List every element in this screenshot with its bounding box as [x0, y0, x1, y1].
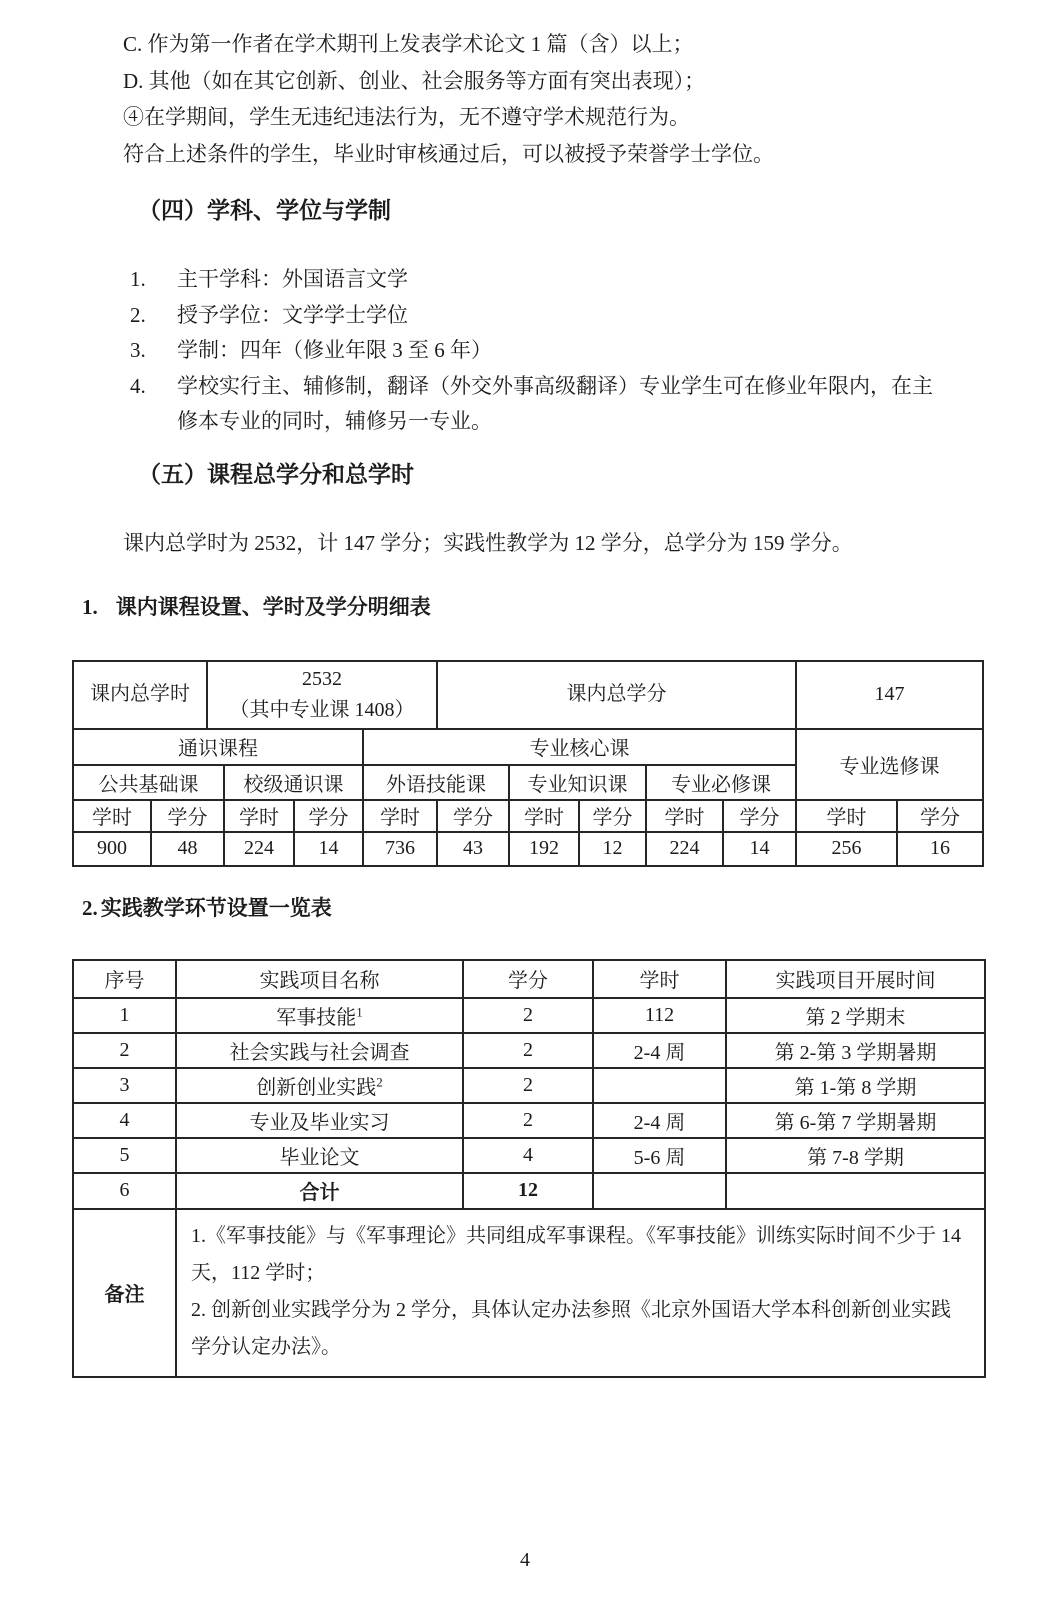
row-time: 第 6-第 7 学期暑期: [726, 1103, 985, 1138]
col-header-hours: 学时: [593, 960, 726, 998]
credits-header: 学分: [579, 800, 646, 832]
list-item-text: 主干学科：外国语言文学: [177, 267, 408, 291]
row-hours: [593, 1068, 726, 1103]
project-name-text: 社会实践与社会调查: [229, 1041, 410, 1064]
hours-header: 学时: [73, 800, 151, 832]
total-credits: 12: [463, 1173, 593, 1209]
list-item-text: 授予学位：文学学士学位: [177, 302, 408, 327]
project-name-text: 专业及毕业实习: [249, 1111, 390, 1134]
list-item-number: 1.: [130, 267, 146, 291]
table2-title-number: 2.: [82, 895, 98, 920]
col-header-project: 实践项目名称: [176, 960, 463, 998]
row-no: 2: [73, 1033, 176, 1068]
total-hours-note: （其中专业课 1408）: [229, 698, 415, 721]
col-header-time: 实践项目开展时间: [726, 960, 985, 998]
table2-title: [82, 893, 984, 923]
value-cell: 14: [294, 832, 363, 866]
total-label: 合计: [176, 1173, 463, 1209]
total-hours-empty: [593, 1173, 726, 1209]
remark-item-1: 1.《军事技能》与《军事理论》共同组成军事课程。《军事技能》训练实际时间不少于 14 天，112 学时；: [191, 1224, 961, 1284]
footnote-marker: 1: [356, 1003, 363, 1019]
row-time: 第 1-第 8 学期: [726, 1068, 985, 1103]
category-major-knowledge: 专业知识课: [509, 765, 646, 800]
total-hours-label: 课内总学时: [73, 661, 207, 729]
credits-header: 学分: [294, 800, 363, 832]
list-item: [130, 369, 984, 440]
hours-header: 学时: [646, 800, 723, 832]
project-name: [176, 1103, 463, 1138]
row-credits: 2: [463, 1033, 593, 1068]
intro-line-4: ④在学期间，学生无违纪违法行为，无不遵守学术规范行为。: [123, 105, 690, 129]
course-hours-credits-table: [72, 660, 984, 867]
hours-header: 学时: [224, 800, 294, 832]
row-credits: 2: [463, 1103, 593, 1138]
group-major-elective: 专业选修课: [796, 729, 983, 800]
total-hours-value: 2532: [302, 667, 342, 690]
section5-paragraph: 课内总学时为 2532，计 147 学分；实践性教学为 12 学分，总学分为 159 学分。: [123, 530, 853, 555]
row-time: 第 7-8 学期: [726, 1138, 985, 1173]
group-major-core: 专业核心课: [363, 729, 796, 765]
list-item-number: 2.: [130, 302, 146, 327]
intro-block: [123, 26, 984, 172]
remark-row: [73, 1209, 985, 1377]
footnote-marker: 2: [376, 1073, 383, 1089]
value-cell: 224: [224, 832, 294, 866]
intro-line-c: C. 作为第一作者在学术期刊上发表学术论文 1 篇（含）以上；: [123, 32, 694, 56]
list-item: [130, 262, 984, 298]
value-cell: 192: [509, 832, 579, 866]
credits-header: 学分: [897, 800, 983, 832]
value-cell: 900: [73, 832, 151, 866]
row-hours: 5-6 周: [593, 1138, 726, 1173]
table-row: [73, 998, 985, 1033]
category-major-required: 专业必修课: [646, 765, 796, 800]
remark-item-2: 2. 创新创业实践学分为 2 学分，具体认定办法参照《北京外国语大学本科创新创业实践学分认定办法》。: [191, 1298, 951, 1358]
total-credits-value: 147: [796, 661, 983, 729]
group-general-education: 通识课程: [73, 729, 363, 765]
row-hours: 2-4 周: [593, 1103, 726, 1138]
table-row: [73, 1033, 985, 1068]
page-number: 4: [520, 1549, 530, 1571]
project-name-text: 毕业论文: [279, 1146, 360, 1169]
value-cell: 736: [363, 832, 437, 866]
table-row: [73, 1138, 985, 1173]
value-cell: 43: [437, 832, 509, 866]
remark-label: 备注: [73, 1209, 176, 1377]
value-cell: 16: [897, 832, 983, 866]
project-name-text: 创新创业实践: [256, 1076, 377, 1099]
section4-heading: （四）学科、学位与学制: [138, 198, 391, 223]
list-item-text: 学制：四年（修业年限 3 至 6 年）: [177, 338, 492, 362]
practice-teaching-table: [72, 959, 986, 1378]
section5-heading: （五）课程总学分和总学时: [138, 461, 414, 487]
row-no: 6: [73, 1173, 176, 1209]
hours-header: 学时: [509, 800, 579, 832]
value-cell: 14: [723, 832, 796, 866]
project-name-text: 军事技能: [276, 1006, 357, 1029]
category-university-general: 校级通识课: [224, 765, 363, 800]
table-row: [73, 1103, 985, 1138]
total-time-empty: [726, 1173, 985, 1209]
value-cell: 48: [151, 832, 224, 866]
value-cell: 256: [796, 832, 897, 866]
total-hours-value-cell: [207, 661, 437, 729]
value-cell: 224: [646, 832, 723, 866]
row-no: 3: [73, 1068, 176, 1103]
list-item-number: 4.: [130, 373, 146, 398]
project-name: [176, 1138, 463, 1173]
list-item-number: 3.: [130, 338, 146, 362]
list-item: [130, 333, 984, 369]
row-no: 5: [73, 1138, 176, 1173]
hours-header: 学时: [796, 800, 897, 832]
row-hours: 2-4 周: [593, 1033, 726, 1068]
credits-header: 学分: [723, 800, 796, 832]
list-item: [130, 298, 984, 334]
project-name: [176, 1068, 463, 1103]
row-no: 1: [73, 998, 176, 1033]
row-no: 4: [73, 1103, 176, 1138]
remark-text-cell: [176, 1209, 985, 1377]
row-time: 第 2 学期末: [726, 998, 985, 1033]
project-name: [176, 998, 463, 1033]
category-language-skill: 外语技能课: [363, 765, 509, 800]
hours-header: 学时: [363, 800, 437, 832]
row-credits: 2: [463, 998, 593, 1033]
intro-line-d: D. 其他（如在其它创新、创业、社会服务等方面有突出表现）；: [123, 68, 706, 93]
table1-title: [82, 592, 984, 622]
project-name: [176, 1033, 463, 1068]
intro-line-conclusion: 符合上述条件的学生，毕业时审核通过后，可以被授予荣誉学士学位。: [123, 141, 774, 166]
col-header-credits: 学分: [463, 960, 593, 998]
credits-header: 学分: [437, 800, 509, 832]
section4-list: [130, 262, 984, 440]
table-row: [73, 1068, 985, 1103]
row-hours: 112: [593, 998, 726, 1033]
table2-title-text: 实践教学环节设置一览表: [100, 895, 332, 920]
document-content: [72, 0, 984, 1378]
row-time: 第 2-第 3 学期暑期: [726, 1033, 985, 1068]
row-credits: 4: [463, 1138, 593, 1173]
total-credits-label: 课内总学分: [437, 661, 796, 729]
row-credits: 2: [463, 1068, 593, 1103]
credits-header: 学分: [151, 800, 224, 832]
col-header-no: 序号: [73, 960, 176, 998]
value-cell: 12: [579, 832, 646, 866]
table1-title-text: 课内课程设置、学时及学分明细表: [115, 594, 431, 619]
table1-title-number: 1.: [82, 594, 98, 619]
list-item-text: 学校实行主、辅修制，翻译（外交外事高级翻译）专业学生可在修业年限内，在主修本专业的同时，辅修另一专业。: [177, 373, 933, 433]
category-public-basic: 公共基础课: [73, 765, 224, 800]
total-row: [73, 1173, 985, 1209]
